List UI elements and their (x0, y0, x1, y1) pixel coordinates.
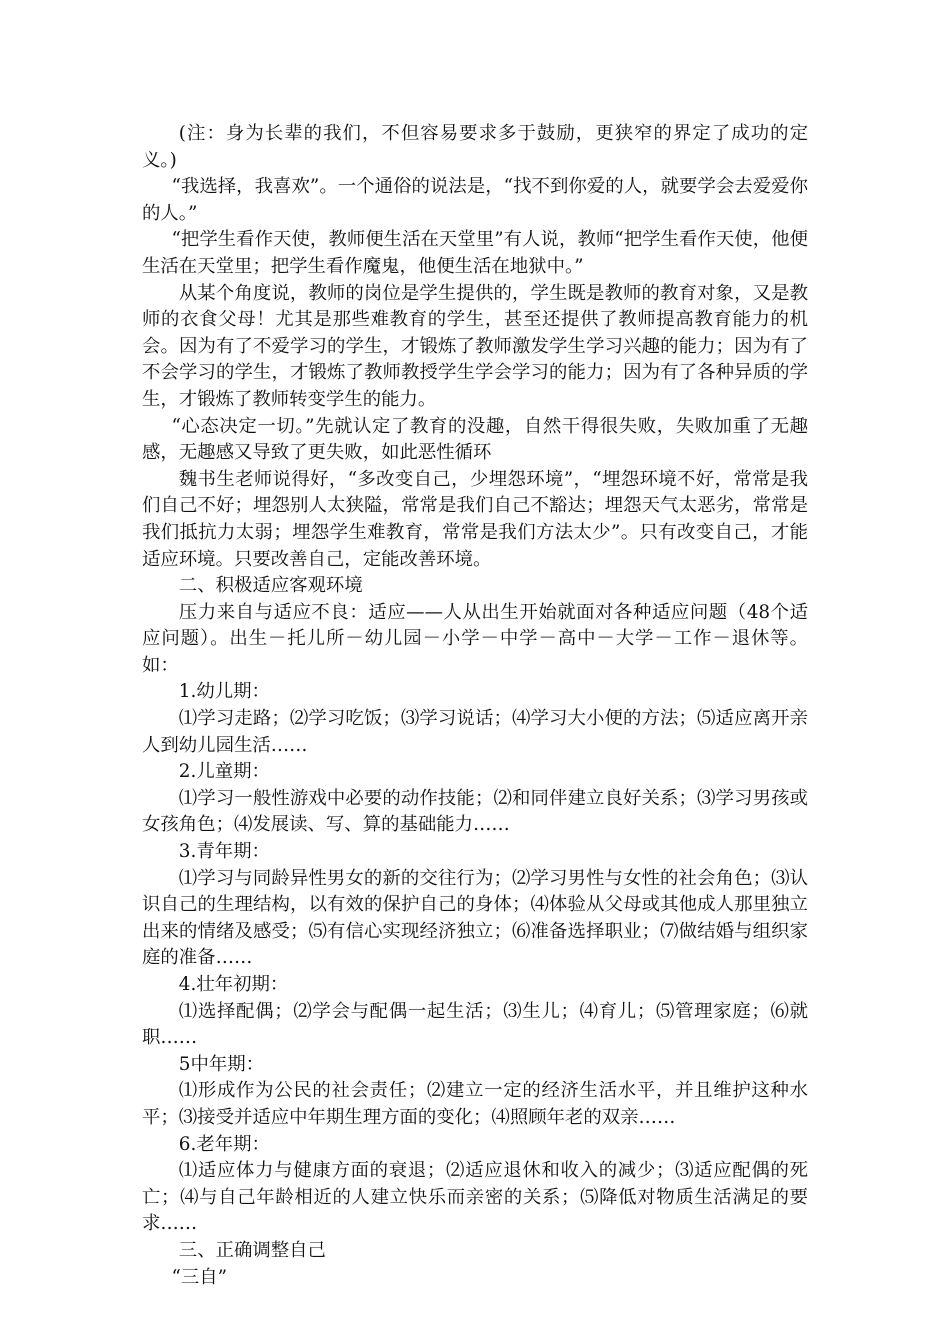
stage-list-early-adult: ⑴选择配偶；⑵学会与配偶一起生活；⑶生儿；⑷育儿；⑸管理家庭；⑹就职…… (142, 1000, 808, 1049)
section-heading-2: 二、积极适应客观环境 (178, 575, 363, 597)
stage-list-middle-age: ⑴形成作为公民的社会责任；⑵建立一定的经济生活水平，并且维护这种水平；⑶接受并适应中年期生理方面的变化；⑷照顾年老的双亲…… (142, 1080, 808, 1128)
section-heading-3: 三、正确调整自己 (178, 1239, 326, 1261)
paragraph-angel: “把学生看作天使，教师便生活在天堂里”有人说，教师“把学生看作天使，他便生活在天堂里；把学生看作魔鬼，他便生活在地狱中。” (142, 229, 808, 277)
paragraph-three-self: “三自” (171, 1266, 228, 1288)
stage-list-infant: ⑴学习走路；⑵学习吃饭；⑶学习说话；⑷学习大小便的方法；⑸适应离开亲人到幼儿园生活…… (142, 708, 808, 756)
stage-list-youth: ⑴学习与同龄异性男女的新的交往行为；⑵学习男性与女性的社会角色；⑶认识自己的生理结构，以有效的保护自己的身体；⑷体验从父母或其他成人那里独立出来的情绪及感受；⑸有信心实现经济独立；⑹准备选择职业；⑺做结婚与组织家庭的准备…… (142, 867, 808, 969)
paragraph-adaptation: 压力来自与适应不良：适应——人从出生开始就面对各种适应问题（48个适应问题）。出生－托儿所－幼儿园－小学－中学－高中－大学－工作－退休等。如： (142, 601, 808, 676)
paragraph-wei-shusheng: 魏书生老师说得好，“多改变自己，少埋怨环境”，“埋怨环境不好，常常是我们自己不好；埋怨别人太狭隘，常常是我们自己不豁达；埋怨天气太恶劣，常常是我们抵抗力太弱；埋怨学生难教育，常常是我们方法太少”。只有改变自己，才能适应环境。只要改善自己，定能改善环境。 (142, 468, 808, 570)
stage-heading-old-age: 6.老年期： (178, 1133, 270, 1155)
stage-list-old-age: ⑴适应体力与健康方面的衰退；⑵适应退休和收入的减少；⑶适应配偶的死亡；⑷与自己年龄相近的人建立快乐而亲密的关系；⑸降低对物质生活满足的要求…… (142, 1160, 808, 1235)
stage-heading-infant: 1.幼儿期： (178, 681, 270, 703)
paragraph-attitude: “心态决定一切。”先就认定了教育的没趣，自然干得很失败，失败加重了无趣感，无趣感又导致了更失败，如此恶性循环 (142, 415, 808, 464)
stage-heading-child: 2.儿童期： (178, 761, 270, 783)
paragraph-teacher-role: 从某个角度说，教师的岗位是学生提供的，学生既是教师的教育对象，又是教师的衣食父母！尤其是那些难教育的学生，甚至还提供了教师提高教育能力的机会。因为有了不爱学习的学生，才锻炼了教师激发学生学习兴趣的能力；因为有了不会学习的学生，才锻炼了教师教授学生学会学习的能力；因为有了各种异质的学生，才锻炼了教师转变学生的能力。 (142, 282, 808, 410)
document-body (142, 121, 808, 1291)
stage-heading-early-adult: 4.壮年初期： (178, 974, 289, 995)
stage-heading-middle-age: 5中年期： (178, 1053, 265, 1075)
stage-list-child: ⑴学习一般性游戏中必要的动作技能；⑵和同伴建立良好关系；⑶学习男孩或女孩角色；⑷发展读、写、算的基础能力…… (142, 787, 808, 836)
paragraph-note: (注：身为长辈的我们，不但容易要求多于鼓励，更狭窄的界定了成功的定义。) (142, 123, 808, 171)
paragraph-choice: “我选择，我喜欢”。一个通俗的说法是，“找不到你爱的人，就要学会去爱爱你的人。” (142, 176, 808, 224)
stage-heading-youth: 3.青年期： (178, 841, 270, 863)
